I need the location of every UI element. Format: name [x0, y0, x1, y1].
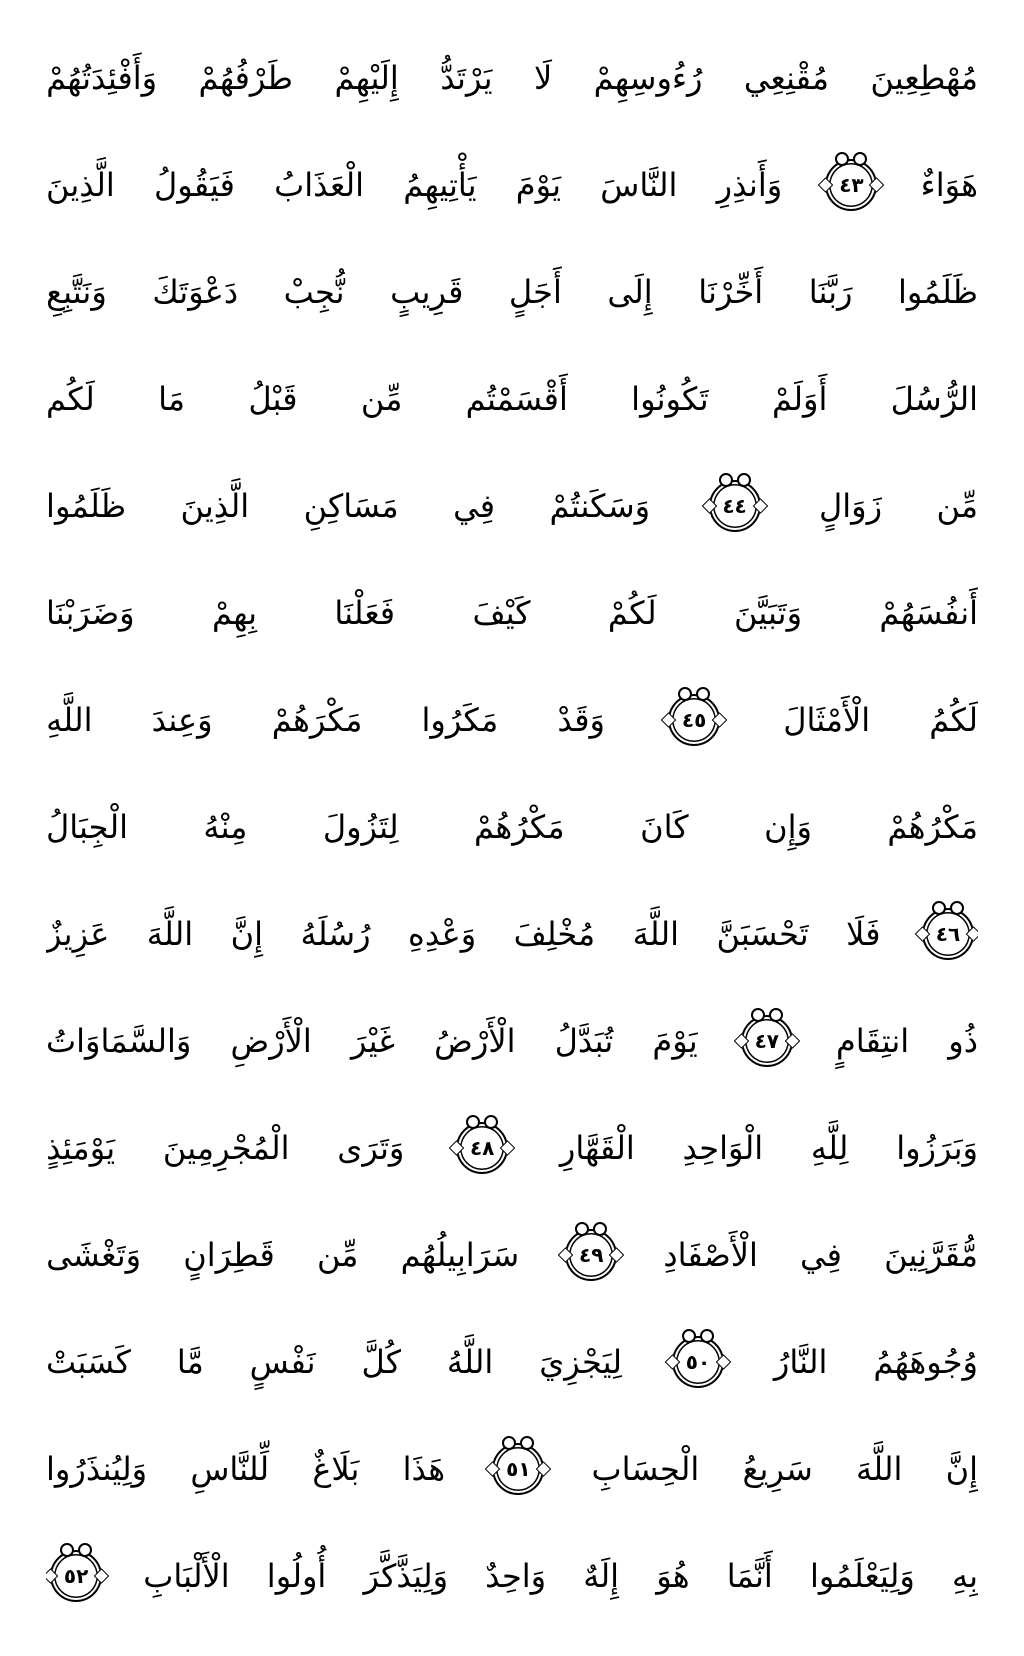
quran-word: الَّذِينَ: [180, 486, 250, 525]
quran-word: الْجِبَالُ: [46, 807, 128, 846]
quran-word: تَحْسَبَنَّ: [716, 914, 809, 953]
quran-word: وَنَتَّبِعِ: [46, 272, 107, 311]
quran-word: ظَلَمُوا: [46, 486, 127, 525]
quran-word: الْحِسَابِ: [591, 1449, 700, 1488]
quran-word: مُّقَرَّنِينَ: [884, 1235, 978, 1274]
marker-leaf-icon: [966, 926, 978, 942]
quran-word: نُّجِبْ: [283, 272, 345, 311]
quran-word: لِتَزُولَ: [322, 807, 399, 846]
marker-leaf-icon: [558, 1247, 574, 1263]
quran-word: وَلِيَعْلَمُوا: [809, 1556, 915, 1595]
marker-leaf-icon: [536, 1461, 552, 1477]
quran-word: مُخْلِفَ: [513, 914, 596, 953]
quran-word: يَوْمَ: [652, 1021, 698, 1060]
quran-word: كَسَبَتْ: [46, 1342, 131, 1381]
quran-word: رَبَّنَا: [808, 272, 853, 311]
marker-leaf-icon: [609, 1247, 625, 1263]
quran-word: مِنْهُ: [203, 807, 248, 846]
quran-word: مِّن: [936, 486, 978, 525]
marker-leaf-icon: [500, 1140, 516, 1156]
quran-word: وُجُوهَهُمُ: [873, 1342, 978, 1381]
quran-word: وَتَرَى: [337, 1128, 405, 1167]
quran-line-4: [46, 345, 978, 452]
quran-word: وَلِيُنذَرُوا: [46, 1449, 148, 1488]
quran-word: الْأَمْثَالَ: [783, 700, 871, 739]
quran-word: أَنفُسَهُمْ: [879, 593, 978, 632]
ayah-end-marker: [456, 1122, 508, 1174]
quran-word: اللَّهَ: [632, 914, 680, 953]
quran-word: فِي: [800, 1235, 842, 1274]
marker-leaf-icon: [869, 177, 885, 193]
ayah-end-marker: [922, 908, 974, 960]
marker-leaf-icon: [701, 498, 717, 514]
ayah-number: ٥٠: [685, 1349, 711, 1374]
quran-word: رُسُلَهُ: [300, 914, 371, 953]
marker-leaf-icon: [752, 498, 768, 514]
quran-word: وَعِندَ: [151, 700, 213, 739]
quran-word: يَأْتِيهِمُ: [403, 165, 477, 204]
ayah-end-marker: [825, 159, 877, 211]
quran-word: تُبَدَّلُ: [554, 1021, 614, 1060]
quran-word: أَجَلٍ: [508, 272, 562, 311]
quran-word: مَا: [158, 379, 185, 418]
quran-word: لَكُمُ: [929, 700, 978, 739]
quran-word: فِي: [453, 486, 496, 525]
quran-line-5: [46, 452, 978, 559]
quran-word: وَسَكَنتُمْ: [549, 486, 651, 525]
quran-word: يَرْتَدُّ: [440, 58, 493, 97]
quran-word: مَسَاكِنِ: [303, 486, 399, 525]
marker-leaf-icon: [712, 712, 728, 728]
quran-word: الرُّسُلَ: [890, 379, 978, 418]
quran-line-1: [46, 24, 978, 131]
quran-line-6: [46, 559, 978, 666]
quran-word: انتِقَامٍ: [835, 1021, 910, 1060]
quran-word: غَيْرَ: [350, 1021, 396, 1060]
quran-word: وَأَفْئِدَتُهُمْ: [46, 58, 158, 97]
ayah-number: ٤٥: [681, 707, 707, 732]
quran-word: وَتَغْشَى: [46, 1235, 142, 1274]
quran-word: بَلَاغٌ: [312, 1449, 360, 1488]
quran-word: هُوَ: [656, 1556, 690, 1595]
quran-word: مِّن: [316, 1235, 359, 1274]
quran-word: ذُو: [948, 1021, 978, 1060]
quran-word: ظَلَمُوا: [898, 272, 978, 311]
quran-line-15: [46, 1522, 978, 1629]
quran-word: بِهِمْ: [212, 593, 257, 632]
quran-word: مَّا: [176, 1342, 204, 1381]
quran-word: النَّارُ: [773, 1342, 828, 1381]
marker-leaf-icon: [665, 1354, 681, 1370]
marker-leaf-icon: [46, 1568, 58, 1584]
quran-word: الْمُجْرِمِينَ: [162, 1128, 290, 1167]
quran-word: أُولُوا: [266, 1556, 327, 1595]
quran-word: اللَّهِ: [46, 700, 93, 739]
quran-line-14: [46, 1415, 978, 1522]
quran-word: مَكْرُهُمْ: [887, 807, 978, 846]
marker-leaf-icon: [661, 712, 677, 728]
marker-leaf-icon: [915, 926, 931, 942]
quran-word: فَعَلْنَا: [334, 593, 396, 632]
quran-word: بِهِ: [951, 1556, 978, 1595]
quran-word: لِّلنَّاسِ: [190, 1449, 270, 1488]
quran-word: وَلِيَذَّكَّرَ: [363, 1556, 449, 1595]
quran-word: رُءُوسِهِمْ: [593, 58, 703, 97]
quran-word: مِّن: [360, 379, 403, 418]
ayah-end-marker: [668, 694, 720, 746]
ayah-number: ٤٧: [754, 1028, 779, 1053]
quran-line-8: [46, 773, 978, 880]
ayah-end-marker: [492, 1443, 544, 1495]
quran-line-3: [46, 238, 978, 345]
quran-word: إِلَهٌ: [583, 1556, 620, 1595]
quran-line-2: [46, 131, 978, 238]
quran-word: وَإِن: [764, 807, 812, 846]
quran-word: فَلَا: [846, 914, 881, 953]
ayah-end-marker: [565, 1229, 617, 1281]
quran-word: يَوْمَئِذٍ: [46, 1128, 116, 1167]
quran-line-13: [46, 1308, 978, 1415]
quran-word: النَّاسَ: [600, 165, 678, 204]
quran-word: وَعْدِهِ: [408, 914, 477, 953]
quran-line-7: [46, 666, 978, 773]
quran-word: دَعْوَتَكَ: [152, 272, 239, 311]
quran-word: مَكَرُوا: [421, 700, 499, 739]
marker-leaf-icon: [449, 1140, 465, 1156]
quran-word: تَكُونُوا: [631, 379, 709, 418]
quran-word: مُقْنِعِي: [743, 58, 829, 97]
quran-word: الْقَهَّارِ: [559, 1128, 635, 1167]
quran-word: طَرْفُهُمْ: [198, 58, 294, 97]
ayah-end-marker: [50, 1550, 102, 1602]
marker-leaf-icon: [818, 177, 834, 193]
quran-word: إِلَيْهِمْ: [334, 58, 399, 97]
quran-word: إِنَّ: [945, 1449, 978, 1488]
ayah-number: ٥١: [506, 1456, 531, 1481]
ayah-number: ٤٨: [469, 1135, 495, 1160]
ayah-number: ٤٦: [935, 921, 961, 946]
quran-word: نَفْسٍ: [249, 1342, 316, 1381]
quran-word: لَكُمْ: [607, 593, 657, 632]
quran-word: قَطِرَانٍ: [183, 1235, 275, 1274]
quran-word: مَكْرُهُمْ: [474, 807, 565, 846]
quran-word: اللَّهَ: [856, 1449, 903, 1488]
quran-word: أَوَلَمْ: [771, 379, 828, 418]
quran-word: لَكُم: [46, 379, 95, 418]
quran-word: هَذَا: [402, 1449, 446, 1488]
quran-word: مَكْرَهُمْ: [271, 700, 363, 739]
ayah-number: ٤٣: [839, 172, 864, 197]
quran-line-12: [46, 1201, 978, 1308]
quran-word: مُهْطِعِينَ: [870, 58, 978, 97]
quran-word: وَبَرَزُوا: [896, 1128, 978, 1167]
quran-word: يَوْمَ: [515, 165, 562, 204]
quran-word: عَزِيزٌ: [46, 914, 110, 953]
marker-leaf-icon: [716, 1354, 732, 1370]
quran-word: الْوَاحِدِ: [682, 1128, 764, 1167]
quran-word: قَرِيبٍ: [390, 272, 464, 311]
quran-word: سَرِيعُ: [742, 1449, 813, 1488]
quran-word: أَخِّرْنَا: [698, 272, 764, 311]
quran-word: الْأَلْبَابِ: [143, 1556, 230, 1595]
quran-word: اللَّهُ: [446, 1342, 494, 1381]
quran-line-11: [46, 1094, 978, 1201]
quran-word: هَوَاءٌ: [920, 165, 978, 204]
quran-word: لِلَّهِ: [810, 1128, 849, 1167]
quran-word: قَبْلُ: [248, 379, 298, 418]
ayah-number: ٥٢: [63, 1563, 89, 1588]
quran-word: الْعَذَابُ: [274, 165, 365, 204]
quran-word: وَاحِدٌ: [485, 1556, 547, 1595]
quran-word: إِنَّ: [230, 914, 264, 953]
quran-word: زَوَالٍ: [819, 486, 883, 525]
quran-line-9: [46, 880, 978, 987]
marker-leaf-icon: [785, 1033, 801, 1049]
quran-word: فَيَقُولُ: [153, 165, 235, 204]
marker-leaf-icon: [485, 1461, 501, 1477]
marker-leaf-icon: [94, 1568, 110, 1584]
quran-word: وَضَرَبْنَا: [46, 593, 135, 632]
quran-word: الْأَرْضُ: [434, 1021, 516, 1060]
marker-leaf-icon: [734, 1033, 750, 1049]
quran-word: اللَّهَ: [146, 914, 194, 953]
quran-word: أَنَّمَا: [726, 1556, 773, 1595]
quran-line-10: [46, 987, 978, 1094]
quran-word: إِلَى: [607, 272, 653, 311]
quran-word: وَأَنذِرِ: [716, 165, 783, 204]
quran-word: كُلَّ: [361, 1342, 401, 1381]
quran-word: الَّذِينَ: [46, 165, 115, 204]
quran-word: أَقْسَمْتُم: [465, 379, 568, 418]
quran-word: الْأَرْضِ: [230, 1021, 312, 1060]
ayah-end-marker: [709, 480, 761, 532]
quran-word: لِيَجْزِيَ: [539, 1342, 622, 1381]
ayah-number: ٤٩: [579, 1242, 604, 1267]
ayah-end-marker: [741, 1015, 793, 1067]
quran-word: كَانَ: [640, 807, 689, 846]
quran-word: لَا: [533, 58, 553, 97]
quran-word: كَيْفَ: [472, 593, 531, 632]
quran-word: وَتَبَيَّنَ: [734, 593, 803, 632]
quran-word: سَرَابِيلُهُم: [400, 1235, 520, 1274]
ayah-number: ٤٤: [722, 493, 747, 518]
quran-word: الْأَصْفَادِ: [663, 1235, 758, 1274]
quran-word: وَقَدْ: [557, 700, 605, 739]
quran-word: وَالسَّمَاوَاتُ: [46, 1021, 192, 1060]
ayah-end-marker: [672, 1336, 724, 1388]
